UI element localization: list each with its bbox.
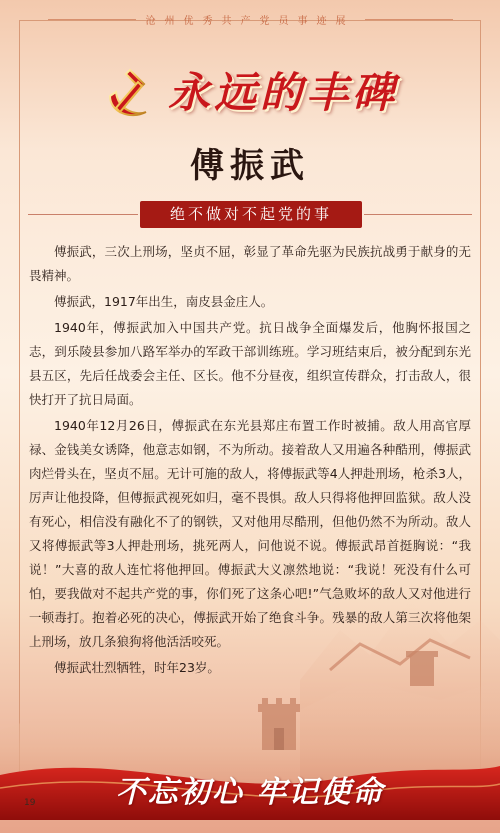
article-paragraph: 1940年，傅振武加入中国共产党。抗日战争全面爆发后，他胸怀报国之志，到乐陵县参加八路军举办的军政干部训练班。学习班结束后，被分配到东光县五区，先后任战委会主任、区长。他不分昼夜，组织宣传群众，打击敌人，很快打开了抗日局面。 — [29, 320, 471, 407]
series-header — [0, 8, 500, 30]
article-body — [29, 240, 471, 682]
header-rule-left — [48, 19, 136, 20]
party-emblem-icon — [100, 62, 160, 122]
article-paragraph: 1940年12月26日，傅振武在东光县郑庄布置工作时被捕。敌人用高官厚禄、金钱美女诱降，他意志如钢，不为所动。接着敌人又用遍各种酷刑，傅振武肉烂骨头在，坚贞不屈。无计可施的敌人，将傅振武等4人押赴刑场，枪杀3人，厉声让他投降，但傅振武视死如归，毫不畏惧。敌人只得将他押回监狱。敌人没有死心，相信没有融化不了的钢铁，又对他用尽酷刑，但他仍然不为所动。敌人又将傅振武等3人押赴刑场，挑死两人，问他说不说。傅振武昂首挺胸说：“我说！”大喜的敌人连忙将他押回。傅振武大义凛然地说：“我说！死没有什么可怕，要我做对不起共产党的事，你们死了这条心吧!”气急败坏的敌人又对他进行一顿毒打。抱着必死的决心，傅振武开始了绝食斗争。残暴的敌人第三次将他架上刑场，放几条狼狗将他活活咬死。 — [29, 418, 471, 649]
subtitle-rule-left — [28, 214, 138, 215]
subtitle-banner: 绝不做对不起党的事 — [140, 201, 362, 228]
article-paragraph: 傅振武，三次上刑场，坚贞不屈，彰显了革命先驱为民族抗战勇于献身的无畏精神。 — [29, 244, 471, 283]
header-rule-right — [365, 19, 453, 20]
person-name: 傅振武 — [190, 146, 310, 186]
article-paragraph: 傅振武，1917年出生，南皮县金庄人。 — [54, 294, 274, 309]
page-number: 19 — [24, 798, 36, 808]
footer-slogan: 不忘初心 牢记使命 — [115, 775, 385, 810]
banner-title: 永远的丰碑 — [168, 68, 399, 117]
article-paragraph: 傅振武壮烈牺牲，时年23岁。 — [54, 660, 220, 675]
series-title: 沧州优秀共产党员事迹展 — [145, 15, 355, 27]
subtitle-rule-right — [364, 214, 472, 215]
